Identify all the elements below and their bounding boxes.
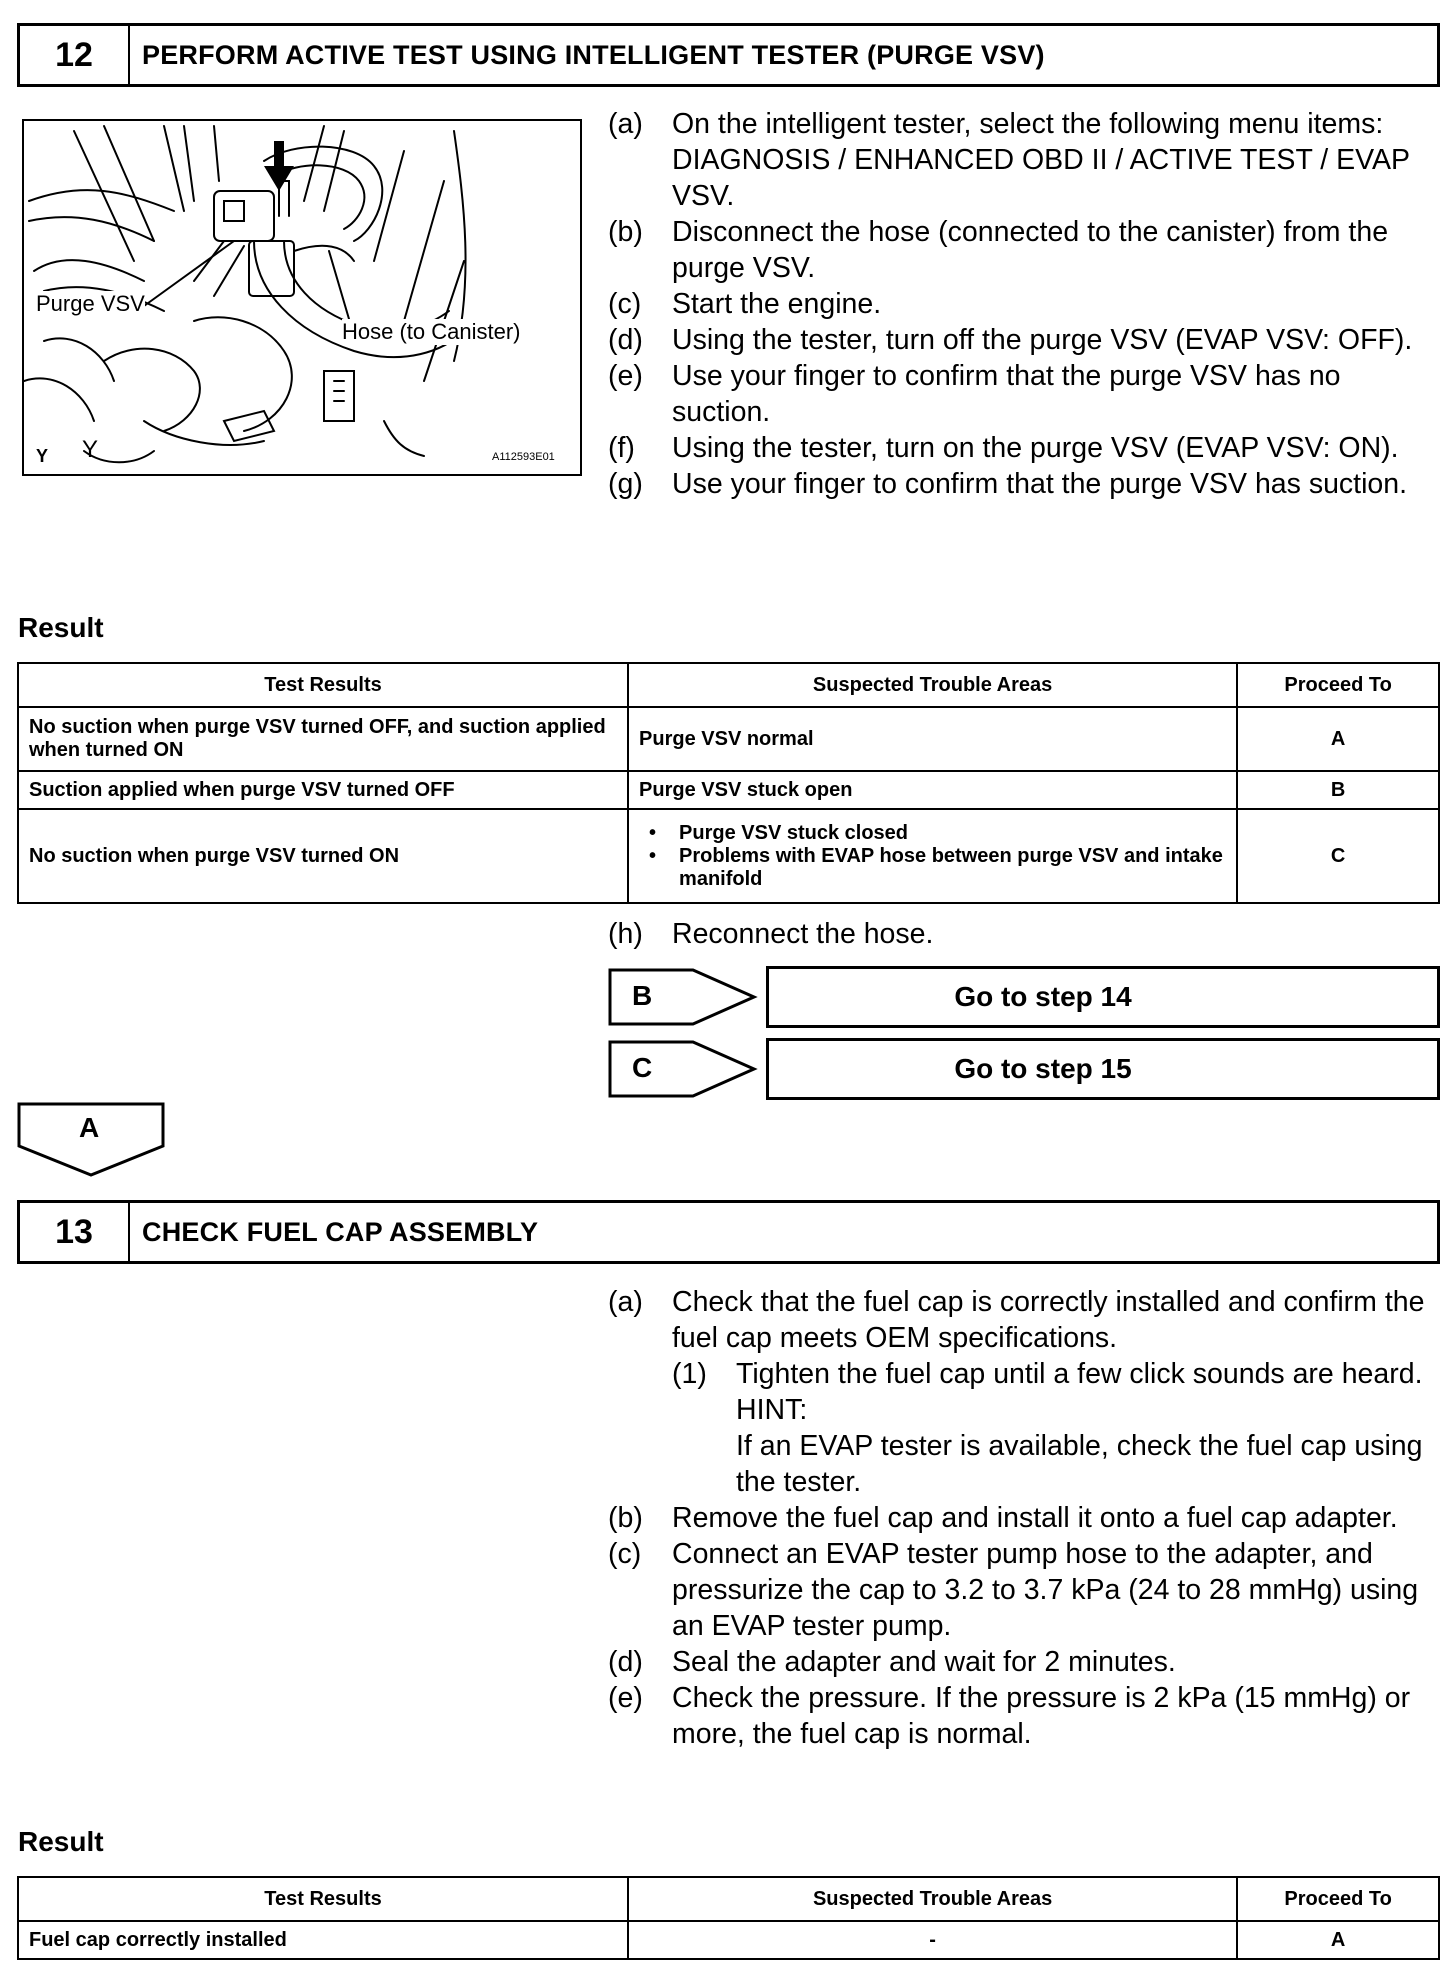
step-12-instruction-h: (h) Reconnect the hose. xyxy=(608,918,934,950)
instruction-d: (d) Using the tester, turn off the purge VSV (EVAP VSV: OFF). xyxy=(608,324,1413,356)
goto-step-15-link[interactable]: Go to step 15 xyxy=(766,1038,1440,1100)
result-heading: Result xyxy=(18,612,104,643)
list-item: • Problems with EVAP hose between purge VSV and intake manifold xyxy=(639,845,1226,891)
table-row xyxy=(18,1921,1439,1959)
header-test-results: Test Results xyxy=(18,1877,628,1921)
table-header-row xyxy=(18,663,1439,707)
result-tab-b: B xyxy=(608,968,758,1026)
instruction-b: (b) Disconnect the hose (connected to the canister) from the purge VSV. xyxy=(608,216,1389,284)
figure-code: A112593E01 xyxy=(492,451,555,463)
instruction-c: (c) Connect an EVAP tester pump hose to the adapter, and pressurize the cap to 3.2 to 3.7 kPa (24 to 28 mmHg) using an EVAP tester pump. xyxy=(608,1538,1419,1642)
hint-label: HINT: xyxy=(736,1394,808,1426)
instruction-a-1: (1) Tighten the fuel cap until a few click sounds are heard. HINT: If an EVAP tester is available, check the fuel cap using the tester. xyxy=(672,1356,1438,1500)
cell-trouble-area: - xyxy=(628,1921,1237,1959)
instruction-g: (g) Use your finger to confirm that the purge VSV has suction. xyxy=(608,468,1408,500)
table-row xyxy=(18,707,1439,771)
header-proceed-to: Proceed To xyxy=(1237,1877,1439,1921)
cell-test-result: Suction applied when purge VSV turned OFF xyxy=(18,771,628,809)
cell-test-result: No suction when purge VSV turned OFF, and suction applied when turned ON xyxy=(18,707,628,771)
step-number: 13 xyxy=(20,1203,130,1261)
step-12-instructions xyxy=(608,106,1438,502)
step-13-header xyxy=(17,1200,1440,1264)
instruction-a: (a) Check that the fuel cap is correctly installed and confirm the fuel cap meets OEM specifications. xyxy=(608,1286,1425,1354)
goto-row-c xyxy=(608,1038,1440,1100)
result-tab-c: C xyxy=(608,1040,758,1098)
cell-trouble-area xyxy=(628,809,1237,903)
label-y: Y xyxy=(36,446,49,466)
instruction-f: (f) Using the tester, turn on the purge VSV (EVAP VSV: ON). xyxy=(608,432,1399,464)
step-12-result-table xyxy=(17,662,1440,904)
header-proceed-to: Proceed To xyxy=(1237,663,1439,707)
hint-text: If an EVAP tester is available, check the fuel cap using the tester. xyxy=(736,1430,1423,1498)
instruction-c: (c) Start the engine. xyxy=(608,288,882,320)
cell-proceed: C xyxy=(1237,809,1439,903)
list-item: • Purge VSV stuck closed xyxy=(639,822,1226,845)
cell-proceed: A xyxy=(1237,707,1439,771)
table-header-row xyxy=(18,1877,1439,1921)
instruction-e: (e) Check the pressure. If the pressure is 2 kPa (15 mmHg) or more, the fuel cap is normal. xyxy=(608,1682,1411,1750)
step-title: CHECK FUEL CAP ASSEMBLY xyxy=(142,1216,539,1247)
header-trouble-areas: Suspected Trouble Areas xyxy=(628,1877,1237,1921)
table-row xyxy=(18,771,1439,809)
table-row xyxy=(18,809,1439,903)
label-hose-to-canister: Hose (to Canister) xyxy=(342,319,521,344)
goto-row-b xyxy=(608,966,1440,1028)
step-number: 12 xyxy=(20,26,130,84)
step-13-result-table xyxy=(17,1876,1440,1960)
instruction-d: (d) Seal the adapter and wait for 2 minutes. xyxy=(608,1646,1176,1678)
cell-trouble-area: Purge VSV normal xyxy=(628,707,1237,771)
label-y-2: Y xyxy=(82,436,99,463)
header-test-results: Test Results xyxy=(18,663,628,707)
instruction-a: (a) On the intelligent tester, select the following menu items: DIAGNOSIS / ENHANCED OBD II / ACTIVE TEST / EVAP VSV. xyxy=(608,108,1410,212)
step-12-header xyxy=(17,23,1440,87)
cell-proceed: A xyxy=(1237,1921,1439,1959)
instruction-b: (b) Remove the fuel cap and install it onto a fuel cap adapter. xyxy=(608,1502,1398,1534)
result-tab-a: A xyxy=(17,1102,165,1178)
cell-test-result: No suction when purge VSV turned ON xyxy=(18,809,628,903)
cell-trouble-area: Purge VSV stuck open xyxy=(628,771,1237,809)
step-13-instructions xyxy=(608,1284,1438,1752)
label-purge-vsv: Purge VSV xyxy=(36,291,145,316)
header-trouble-areas: Suspected Trouble Areas xyxy=(628,663,1237,707)
instruction-e: (e) Use your finger to confirm that the purge VSV has no suction. xyxy=(608,360,1341,428)
cell-proceed: B xyxy=(1237,771,1439,809)
step-title: PERFORM ACTIVE TEST USING INTELLIGENT TESTER (PURGE VSV) xyxy=(142,39,1045,70)
result-heading: Result xyxy=(18,1826,104,1857)
goto-step-14-link[interactable]: Go to step 14 xyxy=(766,966,1440,1028)
purge-vsv-illustration xyxy=(22,119,582,476)
cell-test-result: Fuel cap correctly installed xyxy=(18,1921,628,1959)
